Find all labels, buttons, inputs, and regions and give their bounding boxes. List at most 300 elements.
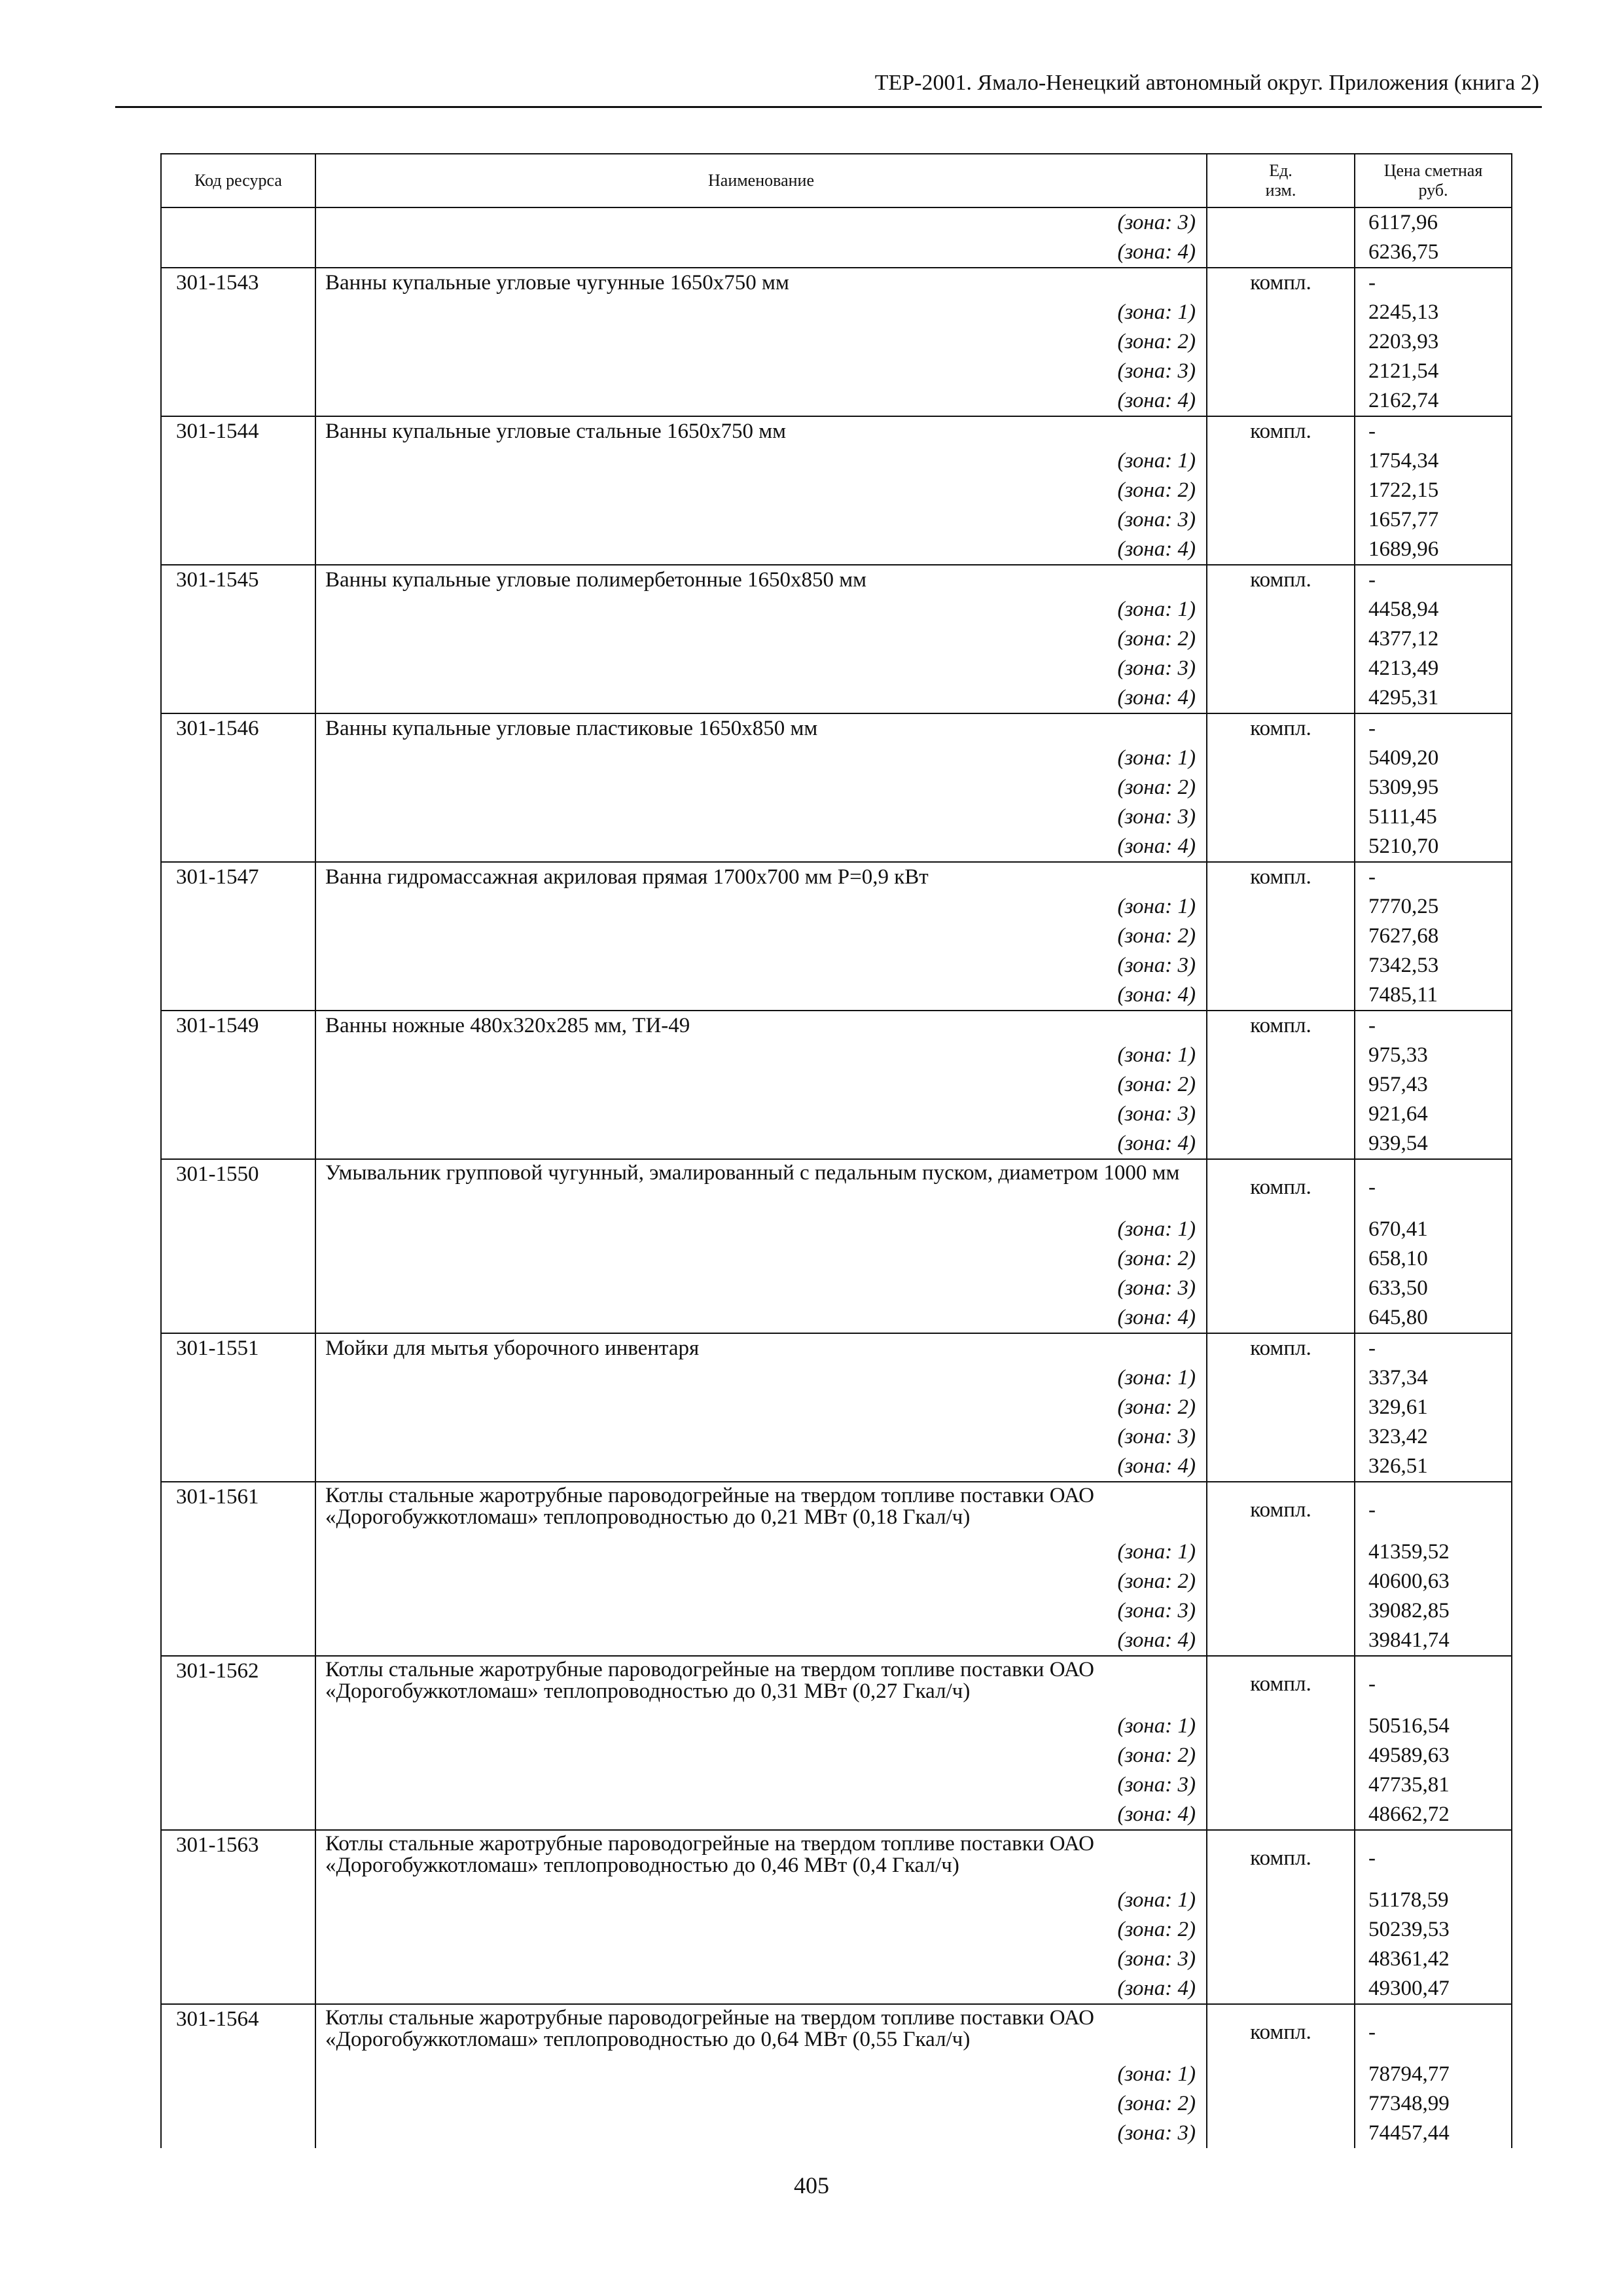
zone-row bbox=[161, 1393, 1512, 1422]
resource-code: 301-1543 bbox=[161, 268, 315, 298]
zone-row bbox=[161, 1452, 1512, 1482]
empty-cell bbox=[161, 1974, 315, 2004]
empty-cell bbox=[1207, 1800, 1355, 1830]
zone-label: (зона: 3) bbox=[315, 1422, 1207, 1452]
resource-name: Ванна гидромассажная акриловая прямая 1700х700 мм P=0,9 кВт bbox=[315, 862, 1207, 892]
zone-label: (зона: 3) bbox=[315, 951, 1207, 980]
zone-row bbox=[161, 505, 1512, 535]
resource-name: Котлы стальные жаротрубные пароводогрейные на твердом топливе поставки ОАО «Дорогобужкотломаш» теплопроводностью до 0,64 МВт (0,55 Гкал/ч) bbox=[315, 2004, 1207, 2060]
zone-label: (зона: 2) bbox=[315, 773, 1207, 802]
empty-cell bbox=[161, 1393, 315, 1422]
zone-price: 7485,11 bbox=[1355, 980, 1512, 1011]
zone-price: 49589,63 bbox=[1355, 1741, 1512, 1770]
zone-label: (зона: 3) bbox=[315, 1945, 1207, 1974]
zone-row bbox=[161, 892, 1512, 922]
zone-label: (зона: 4) bbox=[315, 980, 1207, 1011]
zone-price: 7342,53 bbox=[1355, 951, 1512, 980]
zone-price: 48361,42 bbox=[1355, 1945, 1512, 1974]
zone-label: (зона: 2) bbox=[315, 1244, 1207, 1274]
zone-label: (зона: 1) bbox=[315, 892, 1207, 922]
zone-label: (зона: 1) bbox=[315, 298, 1207, 327]
empty-cell bbox=[1207, 1363, 1355, 1393]
zone-price: 4295,31 bbox=[1355, 683, 1512, 713]
zone-label: (зона: 3) bbox=[315, 1274, 1207, 1303]
empty-cell bbox=[1207, 1041, 1355, 1070]
zone-label: (зона: 1) bbox=[315, 446, 1207, 476]
empty-cell bbox=[161, 832, 315, 862]
zone-row bbox=[161, 1041, 1512, 1070]
empty-cell bbox=[161, 298, 315, 327]
resource-unit: компл. bbox=[1207, 2004, 1355, 2060]
zone-row bbox=[161, 327, 1512, 357]
zone-label: (зона: 4) bbox=[315, 832, 1207, 862]
zone-label: (зона: 4) bbox=[315, 238, 1207, 268]
empty-cell bbox=[1207, 1422, 1355, 1452]
resource-base-price: - bbox=[1355, 1333, 1512, 1363]
resource-unit: компл. bbox=[1207, 1830, 1355, 1886]
zone-label: (зона: 4) bbox=[315, 1303, 1207, 1333]
zone-price: 670,41 bbox=[1355, 1215, 1512, 1244]
zone-price: 40600,63 bbox=[1355, 1567, 1512, 1596]
table-row bbox=[161, 1482, 1512, 1537]
zone-row bbox=[161, 1567, 1512, 1596]
table-row bbox=[161, 416, 1512, 446]
table-row bbox=[161, 713, 1512, 744]
empty-cell bbox=[1207, 654, 1355, 683]
zone-row bbox=[161, 1070, 1512, 1100]
empty-cell bbox=[1207, 476, 1355, 505]
resource-base-price: - bbox=[1355, 1656, 1512, 1712]
empty-cell bbox=[161, 446, 315, 476]
empty-cell bbox=[1207, 1393, 1355, 1422]
zone-row bbox=[161, 386, 1512, 416]
zone-price: 6236,75 bbox=[1355, 238, 1512, 268]
resource-code: 301-1561 bbox=[161, 1482, 315, 1537]
zone-row bbox=[161, 832, 1512, 862]
empty-cell bbox=[161, 892, 315, 922]
empty-cell bbox=[1207, 1886, 1355, 1915]
column-header-price: Цена сметная руб. bbox=[1355, 154, 1512, 207]
empty-cell bbox=[161, 1915, 315, 1945]
resource-code: 301-1564 bbox=[161, 2004, 315, 2060]
zone-label: (зона: 3) bbox=[315, 357, 1207, 386]
resource-name: Ванны купальные угловые пластиковые 1650х850 мм bbox=[315, 713, 1207, 744]
zone-label: (зона: 4) bbox=[315, 535, 1207, 565]
resource-code: 301-1563 bbox=[161, 1830, 315, 1886]
empty-cell bbox=[1207, 1244, 1355, 1274]
zone-row bbox=[161, 980, 1512, 1011]
resource-code: 301-1562 bbox=[161, 1656, 315, 1712]
zone-row bbox=[161, 922, 1512, 951]
zone-row bbox=[161, 446, 1512, 476]
zone-row bbox=[161, 1741, 1512, 1770]
empty-cell bbox=[161, 1537, 315, 1567]
empty-cell bbox=[1207, 773, 1355, 802]
zone-price: 329,61 bbox=[1355, 1393, 1512, 1422]
resource-base-price: - bbox=[1355, 713, 1512, 744]
table-row bbox=[161, 1656, 1512, 1712]
table-row bbox=[161, 2004, 1512, 2060]
zone-row bbox=[161, 1915, 1512, 1945]
empty-cell bbox=[161, 1215, 315, 1244]
resource-base-price: - bbox=[1355, 2004, 1512, 2060]
empty-cell bbox=[161, 1303, 315, 1333]
zone-price: 5111,45 bbox=[1355, 802, 1512, 832]
price-table bbox=[160, 153, 1512, 2148]
zone-label: (зона: 2) bbox=[315, 2089, 1207, 2119]
zone-row bbox=[161, 1244, 1512, 1274]
zone-label: (зона: 3) bbox=[315, 207, 1207, 238]
zone-row bbox=[161, 1596, 1512, 1626]
zone-row bbox=[161, 357, 1512, 386]
column-header-unit: Ед. изм. bbox=[1207, 154, 1355, 207]
resource-base-price: - bbox=[1355, 1482, 1512, 1537]
zone-price: 1689,96 bbox=[1355, 535, 1512, 565]
zone-row bbox=[161, 1626, 1512, 1656]
zone-row bbox=[161, 744, 1512, 773]
empty-cell bbox=[1207, 951, 1355, 980]
table-row bbox=[161, 565, 1512, 595]
empty-cell bbox=[161, 802, 315, 832]
zone-price: 2245,13 bbox=[1355, 298, 1512, 327]
zone-price: 2203,93 bbox=[1355, 327, 1512, 357]
resource-name: Мойки для мытья уборочного инвентаря bbox=[315, 1333, 1207, 1363]
empty-cell bbox=[1207, 1974, 1355, 2004]
empty-cell bbox=[1207, 1596, 1355, 1626]
zone-price: 78794,77 bbox=[1355, 2060, 1512, 2089]
empty-cell bbox=[161, 1567, 315, 1596]
zone-price: 6117,96 bbox=[1355, 207, 1512, 238]
table-row bbox=[161, 1159, 1512, 1215]
empty-cell bbox=[1207, 1537, 1355, 1567]
empty-cell bbox=[1207, 1215, 1355, 1244]
zone-label: (зона: 1) bbox=[315, 2060, 1207, 2089]
zone-label: (зона: 2) bbox=[315, 476, 1207, 505]
empty-cell bbox=[1207, 980, 1355, 1011]
resource-name: Ванны купальные угловые чугунные 1650х750 мм bbox=[315, 268, 1207, 298]
resource-base-price: - bbox=[1355, 268, 1512, 298]
zone-row bbox=[161, 802, 1512, 832]
zone-label: (зона: 2) bbox=[315, 1070, 1207, 1100]
zone-price: 5309,95 bbox=[1355, 773, 1512, 802]
empty-cell bbox=[1207, 1274, 1355, 1303]
empty-cell bbox=[161, 980, 315, 1011]
resource-code: 301-1545 bbox=[161, 565, 315, 595]
empty-cell bbox=[161, 357, 315, 386]
zone-label: (зона: 1) bbox=[315, 1215, 1207, 1244]
zone-row bbox=[161, 951, 1512, 980]
table-row bbox=[161, 1830, 1512, 1886]
empty-cell bbox=[161, 1041, 315, 1070]
empty-cell bbox=[1207, 624, 1355, 654]
empty-cell bbox=[161, 1945, 315, 1974]
zone-row bbox=[161, 2119, 1512, 2148]
empty-cell bbox=[1207, 2060, 1355, 2089]
empty-cell bbox=[1207, 238, 1355, 268]
empty-cell bbox=[1207, 327, 1355, 357]
resource-base-price: - bbox=[1355, 1011, 1512, 1041]
resource-code: 301-1546 bbox=[161, 713, 315, 744]
resource-code: 301-1544 bbox=[161, 416, 315, 446]
zone-row bbox=[161, 595, 1512, 624]
zone-price: 48662,72 bbox=[1355, 1800, 1512, 1830]
zone-label: (зона: 1) bbox=[315, 744, 1207, 773]
resource-name: Котлы стальные жаротрубные пароводогрейные на твердом топливе поставки ОАО «Дорогобужкотломаш» теплопроводностью до 0,31 МВт (0,27 Гкал/ч) bbox=[315, 1656, 1207, 1712]
empty-cell bbox=[161, 595, 315, 624]
zone-label: (зона: 3) bbox=[315, 802, 1207, 832]
zone-price: 1722,15 bbox=[1355, 476, 1512, 505]
empty-cell bbox=[1207, 1567, 1355, 1596]
empty-cell bbox=[161, 922, 315, 951]
zone-row bbox=[161, 2060, 1512, 2089]
zone-label: (зона: 2) bbox=[315, 1915, 1207, 1945]
zone-label: (зона: 4) bbox=[315, 1974, 1207, 2004]
resource-unit: компл. bbox=[1207, 416, 1355, 446]
empty-cell bbox=[161, 1244, 315, 1274]
zone-label: (зона: 4) bbox=[315, 1129, 1207, 1159]
column-header-code: Код ресурса bbox=[161, 154, 315, 207]
zone-price: 645,80 bbox=[1355, 1303, 1512, 1333]
empty-cell bbox=[1207, 207, 1355, 238]
zone-price: 51178,59 bbox=[1355, 1886, 1512, 1915]
empty-cell bbox=[1207, 386, 1355, 416]
zone-label: (зона: 1) bbox=[315, 595, 1207, 624]
table-header-row bbox=[161, 154, 1512, 207]
resource-code: 301-1547 bbox=[161, 862, 315, 892]
table-row bbox=[161, 862, 1512, 892]
zone-label: (зона: 1) bbox=[315, 1363, 1207, 1393]
empty-cell bbox=[1207, 535, 1355, 565]
zone-price: 1657,77 bbox=[1355, 505, 1512, 535]
resource-base-price: - bbox=[1355, 1830, 1512, 1886]
zone-row bbox=[161, 2089, 1512, 2119]
resource-name: Умывальник групповой чугунный, эмалированный с педальным пуском, диаметром 1000 мм bbox=[315, 1159, 1207, 1215]
zone-label: (зона: 4) bbox=[315, 386, 1207, 416]
empty-cell bbox=[161, 624, 315, 654]
zone-row bbox=[161, 1712, 1512, 1741]
resource-base-price: - bbox=[1355, 565, 1512, 595]
resource-name: Ванны купальные угловые стальные 1650х750 мм bbox=[315, 416, 1207, 446]
empty-cell bbox=[161, 1129, 315, 1159]
empty-cell bbox=[1207, 1741, 1355, 1770]
resource-unit: компл. bbox=[1207, 1159, 1355, 1215]
empty-cell bbox=[161, 207, 315, 238]
zone-label: (зона: 4) bbox=[315, 1800, 1207, 1830]
zone-price: 7770,25 bbox=[1355, 892, 1512, 922]
empty-cell bbox=[161, 1070, 315, 1100]
zone-label: (зона: 1) bbox=[315, 1537, 1207, 1567]
empty-cell bbox=[1207, 1915, 1355, 1945]
zone-price: 39082,85 bbox=[1355, 1596, 1512, 1626]
zone-price: 49300,47 bbox=[1355, 1974, 1512, 2004]
resource-code: 301-1550 bbox=[161, 1159, 315, 1215]
empty-cell bbox=[161, 1741, 315, 1770]
zone-row bbox=[161, 1800, 1512, 1830]
resource-code: 301-1549 bbox=[161, 1011, 315, 1041]
empty-cell bbox=[161, 1363, 315, 1393]
empty-cell bbox=[1207, 1100, 1355, 1129]
zone-price: 326,51 bbox=[1355, 1452, 1512, 1482]
empty-cell bbox=[161, 654, 315, 683]
table-row bbox=[161, 1011, 1512, 1041]
zone-row bbox=[161, 1129, 1512, 1159]
resource-unit: компл. bbox=[1207, 1656, 1355, 1712]
zone-label: (зона: 2) bbox=[315, 327, 1207, 357]
empty-cell bbox=[1207, 1129, 1355, 1159]
empty-cell bbox=[1207, 446, 1355, 476]
empty-cell bbox=[161, 2119, 315, 2148]
zone-price: 4458,94 bbox=[1355, 595, 1512, 624]
zone-price: 7627,68 bbox=[1355, 922, 1512, 951]
resource-unit: компл. bbox=[1207, 268, 1355, 298]
zone-row bbox=[161, 1945, 1512, 1974]
table-body bbox=[161, 207, 1512, 2148]
zone-price: 4377,12 bbox=[1355, 624, 1512, 654]
resource-code: 301-1551 bbox=[161, 1333, 315, 1363]
resource-base-price: - bbox=[1355, 1159, 1512, 1215]
zone-price: 939,54 bbox=[1355, 1129, 1512, 1159]
resource-base-price: - bbox=[1355, 862, 1512, 892]
resource-unit: компл. bbox=[1207, 565, 1355, 595]
resource-unit: компл. bbox=[1207, 1482, 1355, 1537]
zone-label: (зона: 2) bbox=[315, 624, 1207, 654]
zone-label: (зона: 3) bbox=[315, 1596, 1207, 1626]
empty-cell bbox=[161, 1626, 315, 1656]
zone-label: (зона: 4) bbox=[315, 683, 1207, 713]
resource-unit: компл. bbox=[1207, 862, 1355, 892]
zone-price: 2121,54 bbox=[1355, 357, 1512, 386]
zone-row bbox=[161, 535, 1512, 565]
empty-cell bbox=[161, 1452, 315, 1482]
empty-cell bbox=[1207, 922, 1355, 951]
zone-row bbox=[161, 1215, 1512, 1244]
empty-cell bbox=[1207, 2089, 1355, 2119]
empty-cell bbox=[1207, 357, 1355, 386]
empty-cell bbox=[1207, 802, 1355, 832]
empty-cell bbox=[1207, 832, 1355, 862]
zone-price: 633,50 bbox=[1355, 1274, 1512, 1303]
empty-cell bbox=[161, 1596, 315, 1626]
empty-cell bbox=[161, 327, 315, 357]
zone-row bbox=[161, 298, 1512, 327]
zone-price: 50516,54 bbox=[1355, 1712, 1512, 1741]
zone-row bbox=[161, 1770, 1512, 1800]
empty-cell bbox=[1207, 1712, 1355, 1741]
empty-cell bbox=[161, 1712, 315, 1741]
resource-unit: компл. bbox=[1207, 1011, 1355, 1041]
column-header-name: Наименование bbox=[315, 154, 1207, 207]
empty-cell bbox=[161, 1274, 315, 1303]
empty-cell bbox=[161, 744, 315, 773]
zone-row bbox=[161, 1100, 1512, 1129]
zone-price: 921,64 bbox=[1355, 1100, 1512, 1129]
zone-row bbox=[161, 1303, 1512, 1333]
empty-cell bbox=[161, 683, 315, 713]
zone-price: 39841,74 bbox=[1355, 1626, 1512, 1656]
empty-cell bbox=[1207, 1626, 1355, 1656]
zone-row bbox=[161, 1886, 1512, 1915]
zone-price: 41359,52 bbox=[1355, 1537, 1512, 1567]
resource-name: Котлы стальные жаротрубные пароводогрейные на твердом топливе поставки ОАО «Дорогобужкотломаш» теплопроводностью до 0,46 МВт (0,4 Гкал/ч) bbox=[315, 1830, 1207, 1886]
empty-cell bbox=[1207, 1452, 1355, 1482]
zone-label: (зона: 1) bbox=[315, 1712, 1207, 1741]
zone-price: 74457,44 bbox=[1355, 2119, 1512, 2148]
zone-row bbox=[161, 238, 1512, 268]
zone-price: 77348,99 bbox=[1355, 2089, 1512, 2119]
zone-label: (зона: 3) bbox=[315, 505, 1207, 535]
zone-label: (зона: 2) bbox=[315, 1393, 1207, 1422]
zone-row bbox=[161, 207, 1512, 238]
empty-cell bbox=[1207, 595, 1355, 624]
zone-label: (зона: 2) bbox=[315, 1741, 1207, 1770]
resource-name: Ванны ножные 480х320х285 мм, ТИ-49 bbox=[315, 1011, 1207, 1041]
zone-label: (зона: 2) bbox=[315, 1567, 1207, 1596]
header-title: ТЕР-2001. Ямало-Ненецкий автономный округ. Приложения (книга 2) bbox=[874, 71, 1539, 95]
zone-label: (зона: 2) bbox=[315, 922, 1207, 951]
zone-price: 323,42 bbox=[1355, 1422, 1512, 1452]
page-number: 405 bbox=[794, 2172, 829, 2198]
zone-row bbox=[161, 654, 1512, 683]
zone-row bbox=[161, 683, 1512, 713]
resource-name: Котлы стальные жаротрубные пароводогрейные на твердом топливе поставки ОАО «Дорогобужкотломаш» теплопроводностью до 0,21 МВт (0,18 Гкал/ч) bbox=[315, 1482, 1207, 1537]
empty-cell bbox=[161, 1770, 315, 1800]
table-row bbox=[161, 268, 1512, 298]
zone-label: (зона: 3) bbox=[315, 654, 1207, 683]
empty-cell bbox=[1207, 1945, 1355, 1974]
zone-price: 1754,34 bbox=[1355, 446, 1512, 476]
empty-cell bbox=[161, 951, 315, 980]
empty-cell bbox=[161, 773, 315, 802]
zone-price: 957,43 bbox=[1355, 1070, 1512, 1100]
zone-price: 5409,20 bbox=[1355, 744, 1512, 773]
zone-label: (зона: 3) bbox=[315, 2119, 1207, 2148]
zone-price: 658,10 bbox=[1355, 1244, 1512, 1274]
table-row bbox=[161, 1333, 1512, 1363]
empty-cell bbox=[1207, 1070, 1355, 1100]
zone-row bbox=[161, 773, 1512, 802]
zone-label: (зона: 4) bbox=[315, 1452, 1207, 1482]
zone-row bbox=[161, 1363, 1512, 1393]
zone-price: 337,34 bbox=[1355, 1363, 1512, 1393]
zone-row bbox=[161, 1274, 1512, 1303]
empty-cell bbox=[161, 386, 315, 416]
zone-label: (зона: 1) bbox=[315, 1041, 1207, 1070]
running-header bbox=[115, 71, 1542, 108]
empty-cell bbox=[1207, 744, 1355, 773]
empty-cell bbox=[161, 505, 315, 535]
empty-cell bbox=[1207, 298, 1355, 327]
zone-label: (зона: 1) bbox=[315, 1886, 1207, 1915]
resource-name: Ванны купальные угловые полимербетонные 1650х850 мм bbox=[315, 565, 1207, 595]
empty-cell bbox=[161, 1800, 315, 1830]
zone-label: (зона: 3) bbox=[315, 1100, 1207, 1129]
empty-cell bbox=[161, 535, 315, 565]
zone-row bbox=[161, 476, 1512, 505]
zone-row bbox=[161, 1422, 1512, 1452]
resource-base-price: - bbox=[1355, 416, 1512, 446]
zone-price: 5210,70 bbox=[1355, 832, 1512, 862]
empty-cell bbox=[161, 2089, 315, 2119]
empty-cell bbox=[161, 2060, 315, 2089]
empty-cell bbox=[161, 1886, 315, 1915]
empty-cell bbox=[1207, 1303, 1355, 1333]
zone-label: (зона: 4) bbox=[315, 1626, 1207, 1656]
zone-row bbox=[161, 1974, 1512, 2004]
empty-cell bbox=[1207, 505, 1355, 535]
empty-cell bbox=[1207, 683, 1355, 713]
zone-row bbox=[161, 1537, 1512, 1567]
zone-row bbox=[161, 624, 1512, 654]
